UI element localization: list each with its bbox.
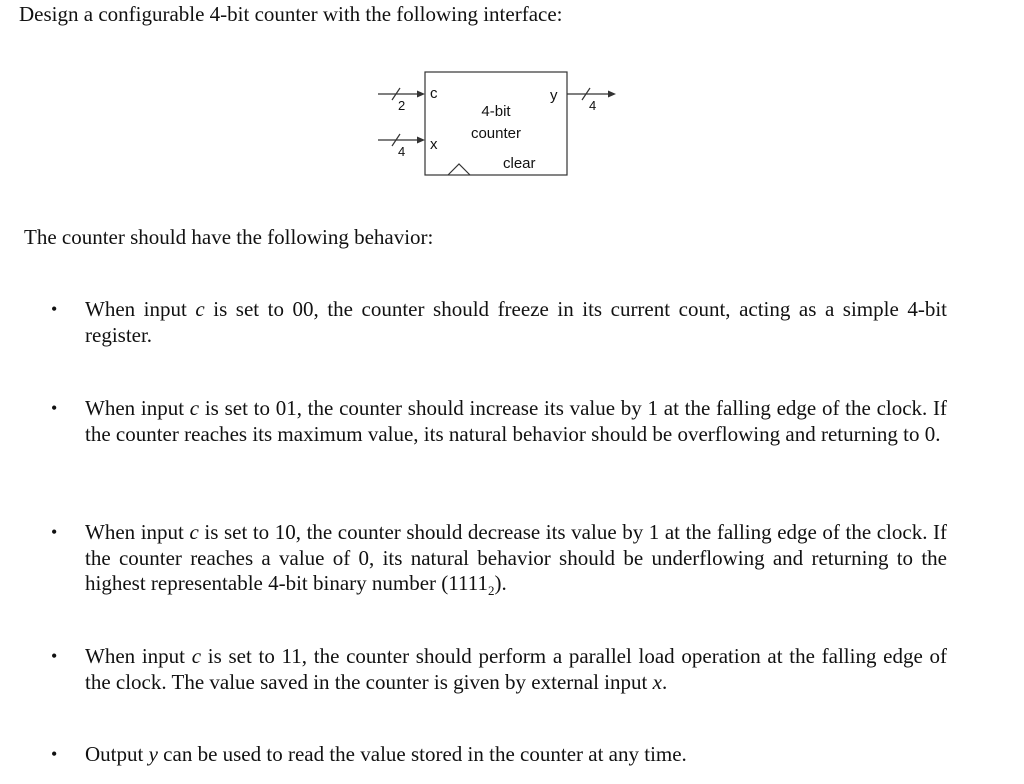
input-c-label: c — [430, 85, 438, 102]
bullet: • — [51, 299, 58, 319]
rule-c-11: • When input c is set to 11, the counter should perform a parallel load operation at the falling edge of the clock. The value saved in the counter is given by external input x. — [51, 644, 947, 694]
clear-label: clear — [503, 155, 536, 172]
rule-c-00: • When input c is set to 00, the counter should freeze in its current count, acting as a simple 4-bit register. — [51, 297, 947, 347]
var-c: c — [189, 396, 200, 420]
input-x-label: x — [430, 136, 438, 153]
rule-c-01: • When input c is set to 01, the counter should increase its value by 1 at the falling edge of the clock. If the counter reaches its maximum value, its natural behavior should be overflowing and returning to 0. — [51, 396, 948, 446]
input-c-width: 2 — [398, 98, 406, 113]
var-y: y — [148, 742, 158, 766]
bullet: • — [51, 398, 58, 418]
bullet: • — [51, 646, 58, 666]
var-x: x — [652, 669, 662, 694]
rule-c-10: • When input c is set to 10, the counter should decrease its value by 1 at the falling edge of the clock. If the counter reaches a value of 0, its natural behavior should be underflowing and returning to the highest representable 4-bit binary number $(1111_2)$. — [51, 520, 947, 599]
output-y-width: 4 — [589, 98, 597, 113]
page-title: Design a configurable 4-bit counter with the following interface: — [19, 2, 563, 26]
behavior-intro: The counter should have the following behavior: — [24, 225, 434, 249]
rule-output-y: • Output y can be used to read the value stored in the counter at any time. — [51, 742, 687, 766]
input-x-width: 4 — [398, 144, 406, 159]
bullet: • — [51, 522, 58, 542]
output-y-label: y — [550, 87, 558, 104]
var-c: c — [195, 297, 205, 321]
block-label-line2: counter — [470, 125, 522, 142]
block-label-line1: 4-bit — [481, 103, 511, 120]
var-c: c — [191, 644, 202, 668]
binary-subscript: 2 — [487, 583, 495, 599]
bullet: • — [51, 744, 58, 764]
var-c: c — [189, 520, 199, 544]
